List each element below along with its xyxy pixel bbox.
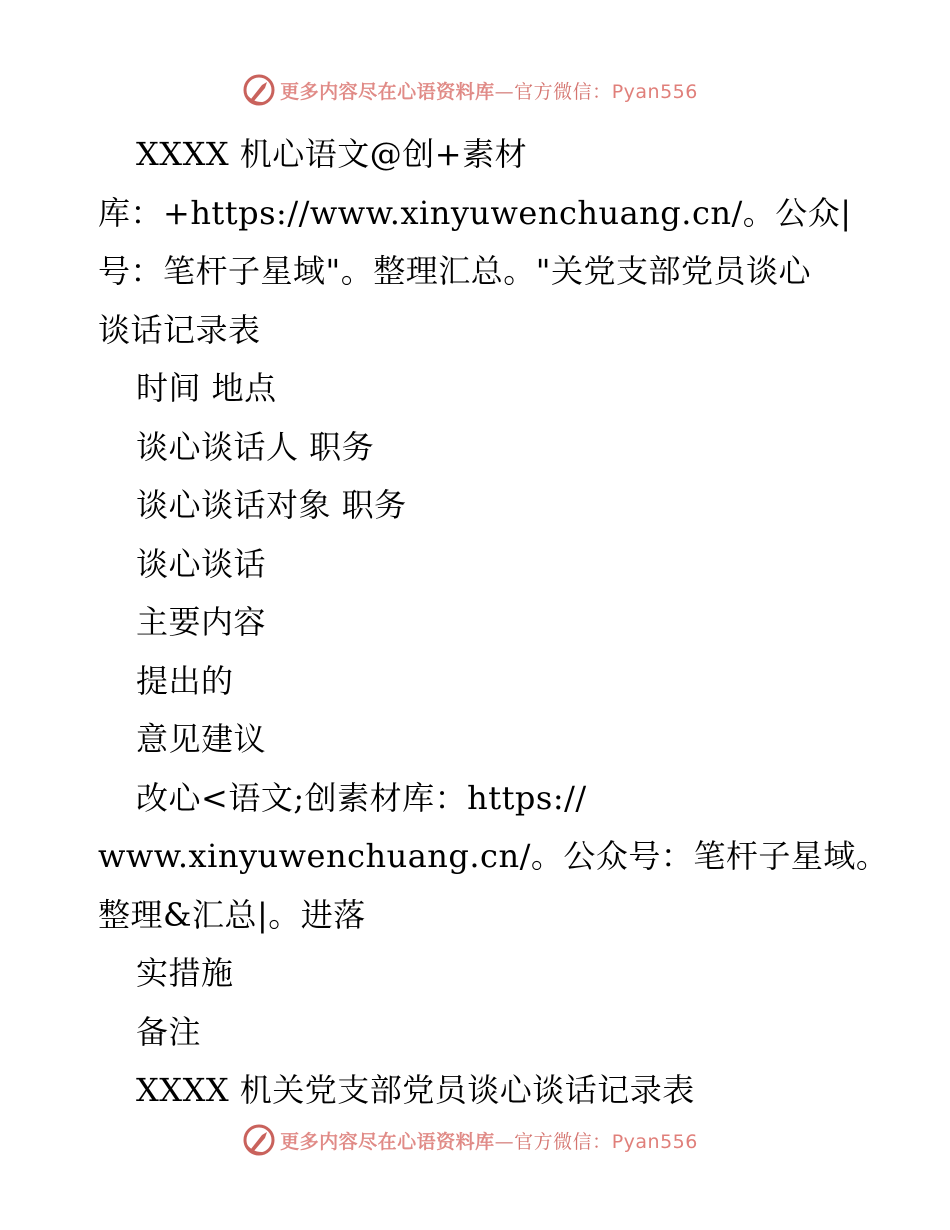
- header-banner: [0, 70, 950, 110]
- document-body: [98, 125, 889, 1120]
- banner-wechat-id: Pyan556: [611, 80, 698, 103]
- footer-banner-dash: —: [494, 1130, 515, 1153]
- doc-line-7: 谈心谈话对象 职务: [136, 486, 407, 524]
- doc-line-6: 谈心谈话人 职务: [136, 427, 375, 466]
- banner-dash: —: [494, 80, 515, 103]
- doc-line-15: 实措施: [136, 954, 234, 992]
- pen-nib-logo-icon: [242, 1123, 276, 1157]
- doc-line-5: 时间 地点: [136, 369, 277, 407]
- doc-line-1: XXXX 机心语文@创+素材: [136, 135, 528, 173]
- footer-banner: [0, 1120, 950, 1160]
- doc-line-2: 库：+https://www.xinyuwenchuang.cn/。公众|: [98, 193, 852, 232]
- footer-banner-main-text: 更多内容尽在心语资料库: [280, 1130, 495, 1153]
- banner-wechat-label: 官方微信：: [514, 80, 612, 103]
- pen-nib-logo-icon: [242, 73, 276, 107]
- footer-banner-wechat-label: 官方微信：: [514, 1130, 612, 1153]
- doc-line-10: 提出的: [136, 661, 234, 700]
- banner-main-text: 更多内容尽在心语资料库: [280, 80, 495, 103]
- footer-banner-wechat-id: Pyan556: [611, 1130, 698, 1153]
- doc-line-16: 备注: [136, 1012, 202, 1051]
- doc-line-11: 意见建议: [136, 720, 267, 758]
- doc-line-3: 号：笔杆子星域"。整理汇总。"关党支部党员谈心: [98, 252, 811, 290]
- banner-content: [242, 73, 698, 107]
- doc-line-14: 整理&汇总|。进落: [98, 895, 366, 934]
- doc-line-4: 谈话记录表: [98, 310, 261, 349]
- banner-content-bottom: [242, 1123, 698, 1157]
- doc-line-13: www.xinyuwenchuang.cn/。公众号：笔杆子星域。: [98, 837, 889, 875]
- doc-line-17: XXXX 机关党支部党员谈心谈话记录表: [136, 1071, 695, 1109]
- doc-line-9: 主要内容: [136, 603, 267, 641]
- doc-line-12: 改心<语文;创素材库：https://: [136, 778, 587, 817]
- doc-line-8: 谈心谈话: [136, 544, 267, 583]
